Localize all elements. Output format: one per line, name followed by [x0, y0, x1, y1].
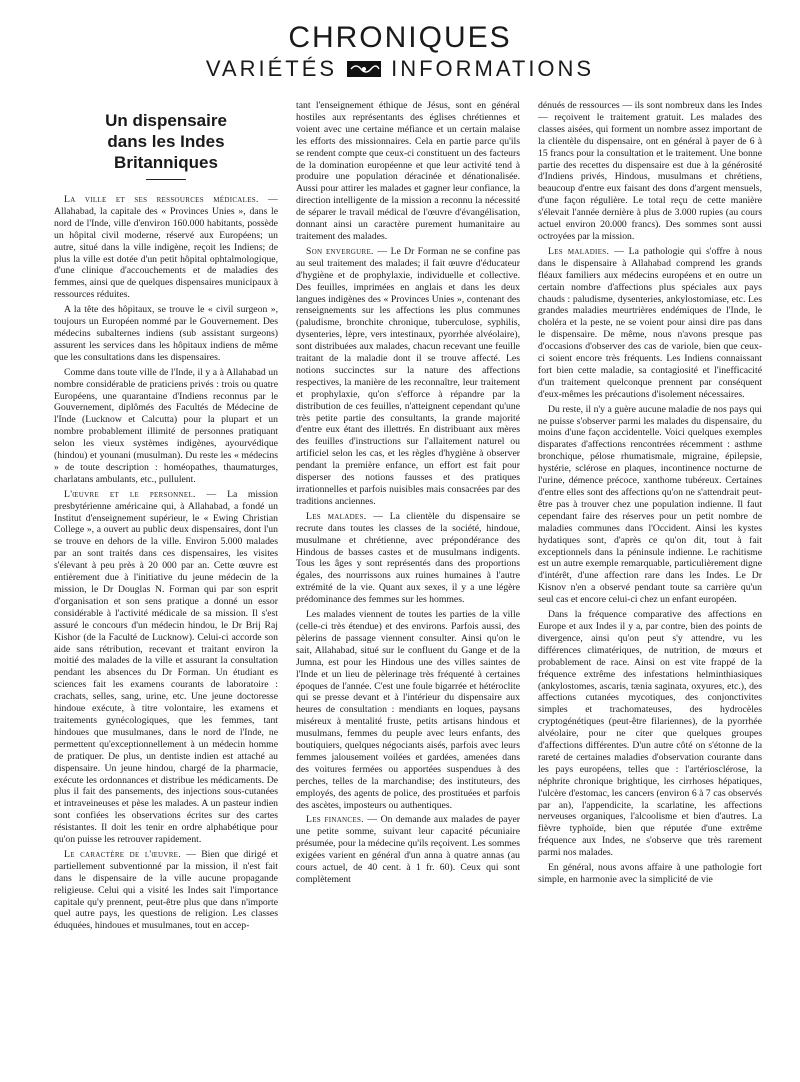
- section-heading: Les finances. —: [306, 814, 378, 826]
- paragraph: [538, 246, 762, 401]
- paragraph: [54, 304, 278, 364]
- paragraph: [296, 246, 520, 508]
- section-heading: Les malades. —: [306, 510, 384, 522]
- masthead: [0, 22, 800, 82]
- title-rule: [146, 179, 186, 180]
- paragraph: [296, 814, 520, 885]
- paragraph: [538, 862, 762, 886]
- paragraph-text: En général, nous avons affaire à une pathologie fort simple, en harmonie avec la simplicité de vie: [538, 862, 762, 885]
- section-title: CHRONIQUES: [288, 21, 512, 54]
- paragraph-text: La pathologie qui s'offre à nous dans le dispensaire à Allahabad comprend les grands fléaux familiers aux médecins européens et en outre un certain nombre d'affections plus spéciales aux pays chauds : paludisme, dysenteries, ankylostomiase, etc. Les grandes maladies meurtrières endémiques de l'Inde, le choléra et la peste, ne se voient pour ainsi dire pas dans le dispensaire. De même, nous n'avons presque pas d'occasions d'observer des cas de variole, bien que ceux-ci soient encore très fréquents. Les Indiens connaissant fort bien cette maladie, sa contagiosité et l'inefficacité d'un traitement quelconque prennent par conséquent d'eux-mêmes les précautions d'isolement nécessaires.: [538, 245, 762, 400]
- section-subtitle: [0, 56, 800, 82]
- paragraph: [538, 404, 762, 606]
- paragraph: [54, 194, 278, 301]
- paragraph: [54, 367, 278, 486]
- paragraph-text: Comme dans toute ville de l'Inde, il y a à Allahabad un nombre considérable de praticiens privés : trois ou quatre Européens, une quarantaine d'Indiens reconnus par le Gouvernement, diplômés des Facultés de Médecine de l'Inde (Lucknow et Calcutta) pour la plupart et un nombre probablement illimité de personnes pratiquant selon les vieux systèmes indigènes, ayourvédique (hindou) et younani (musulman). Du reste les « médecins » de toute description : homéopathes, thaumaturges, charlatans ambulants, etc., pullulent.: [54, 366, 278, 485]
- section-heading: Son envergure. —: [306, 245, 388, 257]
- paragraph-text: La clientèle du dispensaire se recrute dans toutes les classes de la société, hindoue, musulmane et chrétienne, avec prépondérance des Hindous de basses castes et de musulmans indigents. Tous les âges y sont représentés dans des proportions égales, des nourrissons aux ruines humaines à l'autre extrémité de la vie. Quant aux sexes, il y a une légère prédominance des femmes sur les hommes.: [296, 510, 520, 606]
- article-title: [54, 110, 278, 173]
- section-heading: Les maladies. —: [548, 245, 625, 257]
- paragraph-text: Les malades viennent de toutes les parties de la ville (celle-ci très étendue) et des environs. Parfois aussi, des pèlerins de passage viennent consulter. Ainsi qu'on le sait, Allahabad, situé sur le confluent du Gange et de la Jumna, est pour les Hindous une des villes saintes de l'Inde et un lieu de pèlerinage très fréquenté à certaines époques de l'année. C'est une foule bigarrée et hétéroclite qui se presse devant et à l'intérieur du dispensaire aux heures de consultation : mendiants en loques, paysans miséreux à mentalité fruste, petits artisans hindous et musulmans, femmes du peuple avec leurs enfants, des boutiquiers, quelques négociants aisés, parfois avec leurs femmes jalousement voilées et gardées, amenées dans des voitures fermées ou apportées suspendues à des perches, telles de la marchandise; des instituteurs, des employés, des agents de police, des prostituées et parfois des ascètes, imposteurs ou authentiques.: [296, 609, 520, 811]
- column-3: [538, 100, 762, 1060]
- paragraph-text: tant l'enseignement éthique de Jésus, sont en général hostiles aux représentants des églises chrétiennes et voient avec une certaine méfiance et un certain malaise les efforts des missionnaires. Cela en partie parce qu'ils se rendent compte que ceux-ci constituent un des facteurs de la domination européenne et que leur activité tend à produire une population déracinée et dénationalisée. Aussi pour attirer les malades et gagner leur confiance, la direction intelligente de la mission a reconnu la nécessité de séparer le travail médical de l'œuvre d'évangélisation, donnant ainsi un caractère purement humanitaire au traitement des malades.: [296, 100, 520, 242]
- paragraph: [296, 100, 520, 243]
- paragraph-text: On demande aux malades de payer une petite somme, suivant leur capacité pécuniaire présumée, pour la médecine qu'ils reçoivent. Les sommes exigées varient en général d'un anna à quatre annas (au cours actuel, de 40 cent. à 1 fr. 60). Ceux qui sont complètement: [296, 814, 520, 885]
- article-title-line-1: Un dispensaire: [105, 111, 227, 130]
- subtitle-right: INFORMATIONS: [391, 56, 595, 81]
- paragraph-text: Le Dr Forman ne se confine pas au seul traitement des malades; il fait œuvre d'éducateur d'hygiène et de prophylaxie, individuelle et collective. Des feuilles, imprimées en anglais et dans les deux langues indigènes des « Provinces Unies », contenant des renseignements sur les affections les plus communes (paludisme, bronchite chronique, tuberculose, syphilis, dysenteries, lèpre, vers intestinaux, pyorrhée alvéolaire), sont distribuées aux malades, chacun recevant une feuille traitant de la maladie dont il se trouve affecté. Les notions succinctes sur la nature des affections respectives, la manière de les reconnaître, leur traitement et prophylaxie, qu'on s'efforce à répandre par la distribution de ces feuilles, n'atteignent cependant qu'une très petite partie des consultants, la grande majorité d'entre eux étant des illettrés. En distribuant aux mères des feuilles d'instructions sur l'allaitement naturel ou artificiel selon les cas, et les règles d'hygiène à observer pendant la première enfance, un effort est fait pour disperser des notions fausses et des pratiques irrationnelles et parfois nuisibles mais consacrées par des traditions anciennes.: [296, 245, 520, 507]
- subtitle-left: VARIÉTÉS: [205, 56, 338, 81]
- paragraph-text: Du reste, il n'y a guère aucune maladie de nos pays qui ne puisse s'observer parmi les malades du dispensaire, du moins d'une façon accidentelle. Voici quelques exemples disparates d'affections rencontrées récemment : asthme bronchique, pélose rhumatismale, migraine, épilepsie, hystérie, sclérose en plaques, incontinence nocturne de l'urine, démence précoce, xanthome tubéreux. Certaines d'entre elles sont des affections qu'on ne s'attendrait peut-être pas à trouver chez une population indienne. Il faut cependant faire des réserves pour un petit nombre de maladies communes dans l'Occident. Ainsi les kystes hydatiques sont, d'après ce qu'on dit, tout à fait exceptionnels dans la péninsule indienne. Le rachitisme est un autre exemple remarquable, particulièrement digne d'intérêt, d'une affection rare dans les Indes. Le Dr Kisnov n'en a observé pendant toute sa carrière qu'un seul cas et encore celui-ci chez un enfant européen.: [538, 403, 762, 606]
- paragraph-text: La mission presbytérienne américaine qui, à Allahabad, a fondé un Institut d'enseignement supérieur, le « Ewing Christian College », a ouvert au public deux dispensaires, dont l'un se trouve en dehors de la ville. Environ 5.000 malades par an sont traités dans ces dispensaires, les visites s'élevant à peu près à 20 000 par an. Cette œuvre est entièrement due à l'initiative du jeune médecin de la mission, le Dr Douglas N. Forman qui par son esprit d'organisation et son sens pratique a donné un essor considérable à l'activité médicale de sa mission. Il s'est assuré le concours d'un médecin hindou, le Dr Brij Raj Kishor (de la Faculté de Lucknow). Celui-ci accorde son aide sans rétribution, recevant et traitant environ la moitié des malades de la ville et assurant la consultation pendant les absences du Dr Forman. Un étudiant es sciences fait les examens courants de laboratoire : crachats, selles, sang, urine, etc. Une jeune doctoresse hindoue exécute, à titre volontaire, les examens et traitements gynécologiques, que les femmes, tant hindoues que musulmanes, dans le nord de l'Inde, ne permettent qu'exceptionnellement à un médecin homme de pratiquer. De plus, un dentiste indien est attaché au dispensaire. Un jeune hindou, chargé de la pharmacie, exécute les ordonnances et distribue les médicaments. De plus il fait des pansements, des injections sous-cutanées et intraveineuses et pèse les malades. A un pasteur indien sont confiées les observations écrites sur des cartes résistantes. Il doit les tenir en ordre alphabétique pour qu'on puisse les retrouver rapidement.: [54, 488, 278, 846]
- section-heading: La ville et ses ressources médicales. —: [64, 194, 278, 205]
- article-body: [54, 100, 764, 1060]
- paragraph: [538, 100, 762, 243]
- article-title-line-2: dans les Indes Britanniques: [107, 132, 225, 172]
- paragraph: [296, 609, 520, 811]
- paragraph: [54, 849, 278, 932]
- decorative-emblem-icon: [347, 61, 381, 77]
- paragraph: [296, 511, 520, 606]
- paragraph-text: Dans la fréquence comparative des affections en Europe et aux Indes il y a, par contre, bien des points de divergence, ainsi qu'on peut s'y attendre, vu les différences climatériques, de nutrition, de mœurs et probablement de race. Ainsi on est vite frappé de la fréquence extrême des infestations helminthiasiques (ankylostomes, ascaris, tænia saginata, oxyures, etc.), des affections cutanées mycotiques, des conjonctivites simples et trachomateuses, des hydrocèles cryptogénétiques (peut-être filariennes), de la pyorrhée alvéolaire, pour ne citer que quelques groupes d'affections différentes. D'un autre côté on s'étonne de la rareté de certaines maladies d'observation courante dans les pays européens, telles que : l'artériosclérose, la néphrite chronique brightique, les cirrhoses hépatiques, l'ulcère d'estomac, les cancers (environ 6 à 7 cas observés par an), l'appendicite, la scarlatine, les affections nerveuses organiques, l'alcoolisme et bien d'autres. La fièvre typhoïde, bien que réputée d'une extrême fréquence aux Indes, ne s'observe que très rarement parmi nos malades.: [538, 609, 762, 859]
- column-2: [296, 100, 520, 1060]
- paragraph: [54, 489, 278, 846]
- paragraph-text: A la tête des hôpitaux, se trouve le « civil surgeon », toujours un Européen nommé par le Gouvernement. Des médecins subalternes indiens (sub assistant surgeons) assurent les services dans les hôpitaux indiens de même que les consultations dans les dispensaires.: [54, 304, 278, 363]
- paragraph-text: Allahabad, la capitale des « Provinces Unies », dans le nord de l'Inde, ville d'environ 160.000 habitants, possède un hôpital civil moderne, réservé aux Européens; un autre, situé dans la ville indigène, reçoit les Indiens; de plus la ville est dotée d'un petit hôpital ophtalmologique, d'une clinique d'accouchements et de maladies des femmes, ainsi que de quelques dispensaires municipaux à ressources réduites.: [54, 205, 278, 301]
- paragraph-text: dénués de ressources — ils sont nombreux dans les Indes — reçoivent le traitement gratuit. Les malades des classes aisées, qui forment un nombre assez important de la clientèle du dispensaire, ont en général à payer de 6 à 15 francs pour la consultation et le traitement. Une bonne partie des recettes du dispensaire est due à la générosité d'Indiens privés, Hindous, musulmans et chrétiens, beaucoup d'entre eux faisant des dons d'argent mensuels, d'une façon régulière. Le total reçu de cette manière s'élevait l'année dernière à plus de 3.000 rupies (au cours actuel environ 20.000 francs). Des sommes sont aussi octroyées par la mission.: [538, 100, 762, 242]
- section-heading: L'œuvre et le personnel. —: [64, 488, 217, 500]
- column-1: [54, 100, 278, 1060]
- paragraph: [538, 609, 762, 859]
- section-heading: Le caractère de l'œuvre. —: [64, 848, 197, 860]
- paragraph-text: Bien que dirigé et partiellement subventionné par la mission, il n'est fait dans le dispensaire de la ville aucune propagande religieuse. Celui qui a visité les Indes sait l'importance capitale qu'y prennent, peut-être plus que dans n'importe quel autre pays, les questions de religion. Les classes éduquées, hindoues et musulmanes, tout en accep-: [54, 848, 278, 932]
